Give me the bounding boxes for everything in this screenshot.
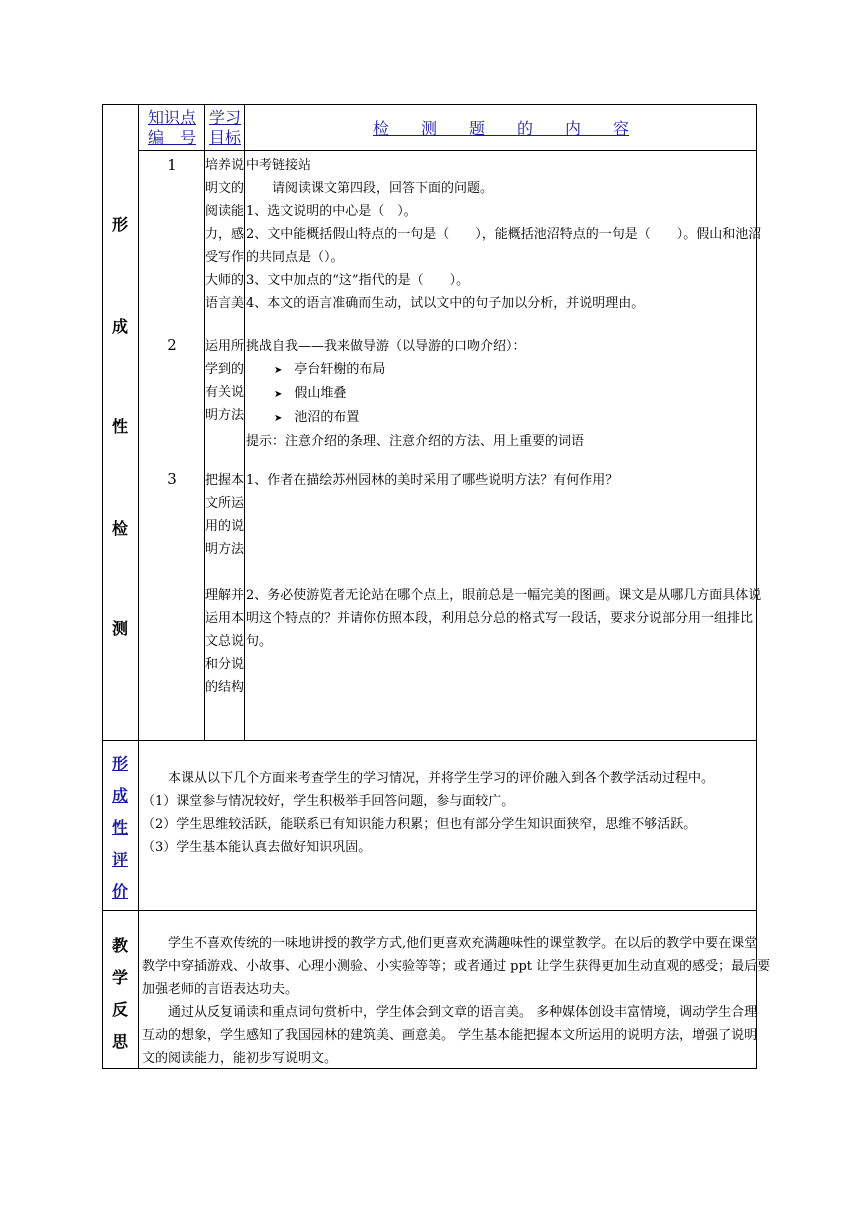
item-goal: 理解并 运用本 文总说 和分说 的结构	[205, 588, 245, 695]
header-knowledge-point: 知识点 编 号	[147, 108, 196, 147]
item-content: 1、作者在描绘苏州园林的美时采用了哪些说明方法？有何作用？	[246, 473, 619, 488]
section-label-char: 成	[111, 317, 128, 336]
section-label-char: 测	[111, 619, 128, 638]
section-label-teaching-reflection: 教 学 反 思	[111, 936, 128, 1051]
evaluation-text: 本课从以下几个方面来考查学生的学习情况，并将学生学习的评价融入到各个教学活动过程中。 （1）课堂参与情况较好，学生积极举手回答问题，参与面较广。 （2）学生思维较活跃，能联系已有知识能力积累；但也有部分学生知识面狭窄，思维不够活跃。 （3）学生基本能认真去做好知识巩固。	[142, 771, 715, 855]
list-item: ➤ 亭台轩榭的布局	[274, 362, 386, 377]
reflection-text: 学生不喜欢传统的一味地讲授的教学方式,他们更喜欢充满趣味性的课堂教学。在以后的教学中要在课堂 教学中穿插游戏、小故事、心理小测验、小实验等等；或者通过 ppt 让学生获得更加生动直观的感受；最后要 加强老师的言语表达功夫。 通过从反复诵读和重点词句赏析中，学生体会到文章的语言美。 多种媒体创设丰富情境，调动学生合理 互动的想象，学生感知了我国园林的建筑美、画意美。 学生基本能把握本文所运用的说明方法，增强了说明 文的阅读能力，能初步写说明文。	[142, 936, 771, 1066]
arrowhead-bullet-icon: ➤	[274, 413, 283, 424]
col-divider-label-lower	[138, 740, 139, 1069]
header-divider	[138, 150, 757, 151]
item-goal: 把握本 文所运 用的说 明方法	[205, 473, 245, 557]
item-content: 挑战自我——我来做导游（以导游的口吻介绍）： ➤ 亭台轩榭的布局 ➤ 假山堆叠 ➤ 池沼的布置 提示：注意介绍的条理、注意介绍的方法、用上重要的词语	[246, 339, 585, 449]
row-divider-evaluation	[102, 740, 757, 741]
arrowhead-bullet-icon: ➤	[274, 389, 283, 400]
item-content: 中考链接站 请阅读课文第四段，回答下面的问题。 1、选文说明的中心是（ ）。 2、文中能概括假山特点的一句是（ ），能概括池沼特点的一句是（ ）。假山和池沼 的共同点是（）。 3、文中加点的“这”指代的是（ ）。 4、本文的语言准确而生动，试以文中的句子加以分析，并说明理由。	[246, 158, 762, 311]
header-learning-goal: 学习 目标	[208, 108, 241, 147]
list-item: ➤ 假山堆叠	[274, 386, 347, 401]
row-divider-reflection	[102, 910, 757, 911]
item-goal: 运用所 学到的 有关说 明方法	[205, 339, 245, 423]
item-number: 2	[167, 336, 177, 354]
arrowhead-bullet-icon: ➤	[274, 365, 283, 376]
item-number: 1	[167, 156, 177, 174]
item-goal: 培养说 明文的 阅读能 力，感 受写作 大师的 语言美	[205, 158, 245, 311]
header-test-content: 检 测 题 的 内 容	[372, 119, 629, 138]
section-label-char: 形	[111, 215, 128, 234]
section-label-char: 检	[111, 519, 128, 538]
section-label-char: 性	[111, 417, 128, 436]
item-content: 2、务必使游览者无论站在哪个点上，眼前总是一幅完美的图画。课文是从哪几方面具体说 明这个特点的？并请你仿照本段，利用总分总的格式写一段话，要求分说部分用一组排比 句。	[246, 588, 762, 649]
item-number: 3	[167, 470, 177, 488]
list-item: ➤ 池沼的布置	[274, 410, 360, 425]
lesson-evaluation-table	[102, 104, 771, 1070]
section-label-formative-evaluation: 形 成 性 评 价	[111, 754, 128, 901]
col-divider-label	[138, 104, 139, 740]
